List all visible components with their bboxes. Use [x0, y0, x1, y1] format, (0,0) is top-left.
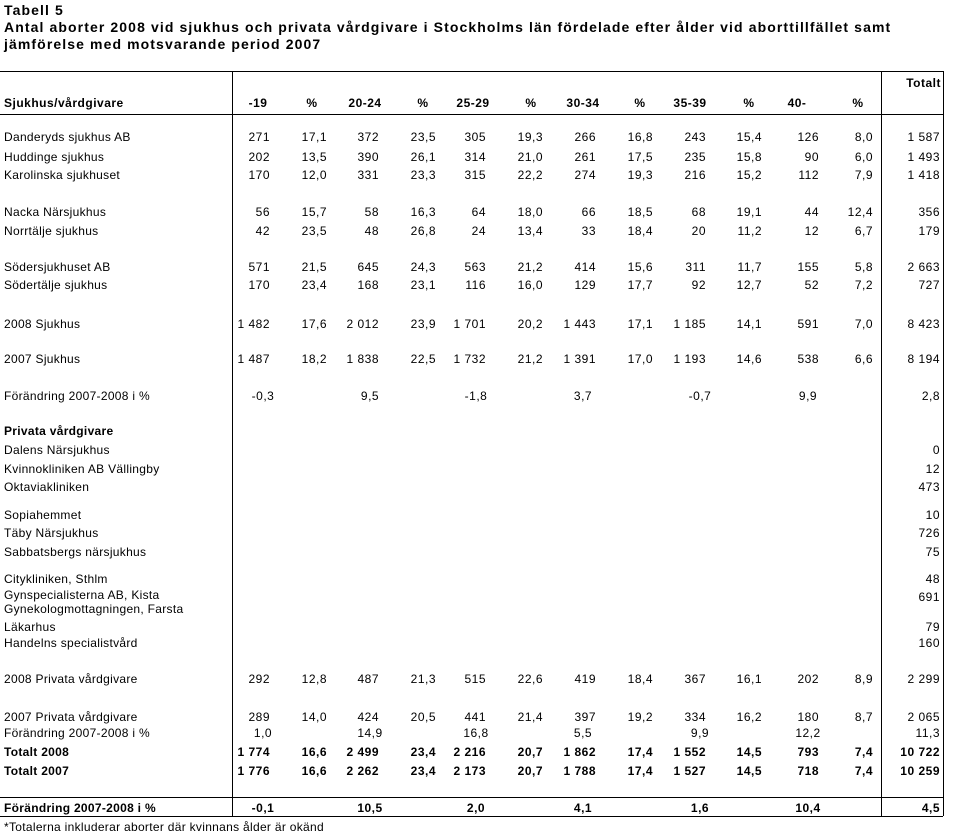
- hospital-row-cell: 21,2: [517, 260, 543, 274]
- header-col-6: 30-34: [566, 96, 600, 110]
- private-2007-row-cell: 289: [248, 710, 270, 724]
- private-2008-row-label: 2008 Privata vårdgivare: [4, 672, 138, 686]
- header-col-4: 25-29: [456, 96, 490, 110]
- hospital-row-cell: 331: [357, 168, 379, 182]
- private-2007-row-cell: 14,0: [301, 710, 327, 724]
- hospital-row-cell: 1 493: [907, 150, 940, 164]
- hospital-row-label: Huddinge sjukhus: [4, 150, 105, 164]
- hospital-row-cell: 13,4: [517, 224, 543, 238]
- hospital-row-cell: 18,0: [517, 205, 543, 219]
- hospital-row-cell: 2 012: [346, 317, 379, 331]
- private-provider-total: 79: [925, 620, 940, 634]
- hospital-row-cell: 116: [465, 278, 486, 292]
- header-col-9: %: [743, 96, 755, 110]
- hospital-row-cell: 23,3: [410, 168, 436, 182]
- hospital-row-label: Norrtälje sjukhus: [4, 224, 99, 238]
- hospital-row-cell: 1 701: [453, 317, 486, 331]
- hospital-row-cell: 7,9: [854, 168, 873, 182]
- hospital-row-cell: 314: [464, 150, 486, 164]
- hospital-row-cell: 1 193: [673, 352, 706, 366]
- private-provider-label: Sopiahemmet: [4, 508, 82, 522]
- hospital-row-label: Södersjukhuset AB: [4, 260, 111, 274]
- footnote: *Totalerna inkluderar aborter där kvinnans ålder är okänd: [4, 820, 324, 834]
- hospital-row-label: Danderyds sjukhus AB: [4, 130, 131, 144]
- hospital-row-cell: 16,0: [517, 278, 543, 292]
- hospital-row-cell: 17,5: [627, 150, 653, 164]
- hospital-row-cell: 15,7: [301, 205, 327, 219]
- hospital-row-cell: 15,6: [627, 260, 653, 274]
- hospital-row-cell: 18,2: [301, 352, 327, 366]
- hospital-row-cell: 243: [684, 130, 706, 144]
- total-2007-row-cell: 1 788: [563, 764, 596, 778]
- total-2008-row-cell: 2 499: [346, 745, 379, 759]
- total-2008-row-cell: 1 552: [673, 745, 706, 759]
- hospital-row-cell: 6,7: [854, 224, 873, 238]
- total-2007-row-cell: 1 527: [673, 764, 706, 778]
- total-2007-row-cell: 14,5: [736, 764, 762, 778]
- hospital-row-cell: 266: [574, 130, 596, 144]
- hospital-row-cell: 8 423: [907, 317, 940, 331]
- page-title: Antal aborter 2008 vid sjukhus och privata vårdgivare i Stockholms län fördelade efter ålder vid aborttillfället samt: [4, 19, 892, 35]
- private-2007-row-cell: 424: [357, 710, 379, 724]
- total-2008-row-cell: 14,5: [736, 745, 762, 759]
- hospital-row-cell: 23,1: [410, 278, 436, 292]
- hospital-row-cell: 12,7: [736, 278, 762, 292]
- hospital-row-cell: 5,8: [854, 260, 873, 274]
- hospital-row-cell: 17,1: [301, 130, 327, 144]
- hospital-row-cell: 1 587: [907, 130, 940, 144]
- total-2007-row-cell: 718: [797, 764, 819, 778]
- change-total-row-cell: 10,5: [357, 801, 383, 815]
- hospital-row-cell: 356: [918, 205, 940, 219]
- hospital-row-cell: 179: [918, 224, 940, 238]
- hospital-row-cell: 202: [248, 150, 270, 164]
- hospital-row-cell: 21,5: [301, 260, 327, 274]
- private-provider-total: 75: [925, 545, 940, 559]
- total-2007-row-label: Totalt 2007: [4, 764, 70, 778]
- private-2008-row-cell: 292: [248, 672, 270, 686]
- header-col-0: -19: [248, 96, 268, 110]
- total-2007-row-cell: 23,4: [410, 764, 436, 778]
- total-2008-row-label: Totalt 2008: [4, 745, 70, 759]
- hospital-row-label: Södertälje sjukhus: [4, 278, 108, 292]
- hospital-row-cell: 112: [798, 168, 819, 182]
- table-number: Tabell 5: [4, 2, 64, 18]
- change-private-row-cell: 1,0: [253, 726, 273, 740]
- private-2008-row-cell: 2 299: [907, 672, 940, 686]
- hospital-row-label: Nacka Närsjukhus: [4, 205, 107, 219]
- hospital-row-cell: 15,4: [736, 130, 762, 144]
- private-2007-row-label: 2007 Privata vårdgivare: [4, 710, 138, 724]
- hospital-row-cell: 19,3: [627, 168, 653, 182]
- private-provider-label: Täby Närsjukhus: [4, 526, 99, 540]
- private-2007-row-cell: 19,2: [627, 710, 653, 724]
- table-bottom-rule: [0, 797, 943, 798]
- private-provider-label: Läkarhus: [4, 620, 56, 634]
- hospital-row-cell: 372: [357, 130, 379, 144]
- total-2008-row-cell: 23,4: [410, 745, 436, 759]
- header-col-5: %: [525, 96, 537, 110]
- hospital-row-cell: 168: [357, 278, 379, 292]
- change-private-row-cell: 9,9: [690, 726, 710, 740]
- hospital-row-cell: 68: [691, 205, 706, 219]
- private-provider-total: 48: [925, 572, 940, 586]
- hospital-row-cell: 19,1: [736, 205, 762, 219]
- hospital-row-cell: 271: [248, 130, 270, 144]
- change-total-row-cell: 1,6: [690, 801, 710, 815]
- total-2008-row-cell: 1 774: [237, 745, 270, 759]
- hospital-row-cell: 1 732: [453, 352, 486, 366]
- private-provider-total: 160: [918, 636, 940, 650]
- hospital-row-cell: 129: [574, 278, 596, 292]
- private-provider-label: Gynspecialisterna AB, Kista: [4, 588, 160, 602]
- hospital-row-cell: 7,0: [854, 317, 873, 331]
- private-2007-row-cell: 441: [464, 710, 486, 724]
- hospital-row-cell: 42: [255, 224, 270, 238]
- hospital-row-cell: 390: [357, 150, 379, 164]
- private-provider-label: Dalens Närsjukhus: [4, 443, 110, 457]
- hospital-row-cell: 315: [464, 168, 486, 182]
- hospital-row-cell: 19,3: [517, 130, 543, 144]
- header-col-7: %: [634, 96, 646, 110]
- change-private-row-cell: 14,9: [357, 726, 383, 740]
- private-provider-label: Sabbatsbergs närsjukhus: [4, 545, 147, 559]
- private-2008-row-cell: 202: [797, 672, 819, 686]
- hospital-row-cell: 17,1: [627, 317, 653, 331]
- hospital-row-cell: 414: [574, 260, 596, 274]
- hospital-row-cell: 44: [804, 205, 819, 219]
- hospital-row-cell: 235: [684, 150, 706, 164]
- private-provider-label: Handelns specialistvård: [4, 636, 138, 650]
- change-private-row-cell: 11,3: [915, 726, 940, 740]
- hospital-row-cell: 170: [248, 278, 270, 292]
- hospital-row-label: 2008 Sjukhus: [4, 317, 81, 331]
- hospital-row-cell: 14,6: [736, 352, 762, 366]
- hospital-row-cell: 2 663: [907, 260, 940, 274]
- hospital-row-cell: 1 838: [346, 352, 379, 366]
- header-totalt: Totalt: [906, 76, 941, 90]
- page-subtitle: jämförelse med motsvarande period 2007: [4, 36, 322, 52]
- hospital-row-cell: 1 418: [907, 168, 940, 182]
- col-divider-provider: [232, 71, 233, 816]
- hospital-row-cell: 311: [685, 260, 706, 274]
- hospital-row-cell: 18,5: [627, 205, 653, 219]
- private-heading: Privata vårdgivare: [4, 424, 114, 438]
- hospital-row-cell: 18,4: [627, 224, 653, 238]
- hospital-row-cell: 92: [691, 278, 706, 292]
- hospital-row-cell: 1 443: [563, 317, 596, 331]
- hospital-row-cell: 13,5: [301, 150, 327, 164]
- hospital-row-cell: 261: [574, 150, 596, 164]
- hospital-row-cell: 23,5: [410, 130, 436, 144]
- hospital-row-cell: 15,2: [736, 168, 762, 182]
- change-total-row-cell: 2,0: [466, 801, 486, 815]
- hospital-row-cell: 305: [464, 130, 486, 144]
- change-hospitals-row-cell: 3,7: [573, 389, 593, 403]
- private-provider-label: Citykliniken, Sthlm: [4, 572, 108, 586]
- total-2007-row-cell: 2 262: [346, 764, 379, 778]
- hospital-row-cell: 8 194: [907, 352, 940, 366]
- hospital-row-cell: 56: [255, 205, 270, 219]
- hospital-row-cell: 155: [797, 260, 819, 274]
- total-2008-row-cell: 16,6: [301, 745, 327, 759]
- private-2007-row-cell: 180: [797, 710, 819, 724]
- hospital-row-cell: 58: [364, 205, 379, 219]
- hospital-row-cell: 274: [574, 168, 596, 182]
- change-total-row-cell: 4,1: [573, 801, 593, 815]
- hospital-row-cell: 6,6: [854, 352, 873, 366]
- hospital-row-cell: 21,2: [517, 352, 543, 366]
- hospital-row-cell: 591: [797, 317, 819, 331]
- total-2007-row-cell: 16,6: [301, 764, 327, 778]
- change-hospitals-row-cell: 2,8: [921, 389, 940, 403]
- header-col-11: %: [852, 96, 864, 110]
- change-hospitals-row-cell: 9,9: [798, 389, 818, 403]
- hospital-row-cell: 170: [248, 168, 270, 182]
- private-provider-total: 473: [918, 480, 940, 494]
- hospital-row-cell: 11,2: [737, 224, 762, 238]
- hospital-row-cell: 1 482: [237, 317, 270, 331]
- total-2008-row-cell: 10 722: [900, 745, 940, 759]
- hospital-row-cell: 20,2: [517, 317, 543, 331]
- total-2008-row-cell: 20,7: [517, 745, 543, 759]
- total-2008-row-cell: 793: [797, 745, 819, 759]
- change-private-row-cell: 12,2: [795, 726, 821, 740]
- header-col-10: 40-: [787, 96, 807, 110]
- hospital-row-cell: 216: [684, 168, 706, 182]
- hospital-row-cell: 16,3: [410, 205, 436, 219]
- private-2008-row-cell: 18,4: [627, 672, 653, 686]
- change-hospitals-row-cell: -0,3: [251, 389, 275, 403]
- hospital-row-cell: 23,9: [410, 317, 436, 331]
- private-2008-row-cell: 515: [464, 672, 486, 686]
- hospital-row-cell: 48: [364, 224, 379, 238]
- hospital-row-cell: 90: [804, 150, 819, 164]
- hospital-row-cell: 26,1: [410, 150, 436, 164]
- private-2008-row-cell: 419: [574, 672, 596, 686]
- hospital-row-cell: 17,0: [627, 352, 653, 366]
- private-2007-row-cell: 20,5: [410, 710, 436, 724]
- hospital-row-cell: 23,5: [301, 224, 327, 238]
- total-2008-row-cell: 7,4: [854, 745, 873, 759]
- private-2007-row-cell: 334: [684, 710, 706, 724]
- hospital-row-cell: 17,7: [627, 278, 653, 292]
- header-provider: Sjukhus/vårdgivare: [4, 96, 124, 110]
- private-2007-row-cell: 21,4: [517, 710, 543, 724]
- change-private-row-cell: 16,8: [463, 726, 489, 740]
- change-hospitals-row-cell: -0,7: [688, 389, 712, 403]
- private-2007-row-cell: 8,7: [854, 710, 873, 724]
- total-2007-row-cell: 10 259: [900, 764, 940, 778]
- hospital-row-label: 2007 Sjukhus: [4, 352, 81, 366]
- change-total-row-cell: -0,1: [251, 801, 275, 815]
- hospital-row-cell: 64: [471, 205, 486, 219]
- hospital-row-cell: 52: [804, 278, 819, 292]
- hospital-row-cell: 66: [581, 205, 596, 219]
- hospital-row-cell: 1 391: [563, 352, 596, 366]
- hospital-row-cell: 23,4: [301, 278, 327, 292]
- hospital-row-cell: 21,0: [517, 150, 543, 164]
- hospital-row-cell: 17,6: [301, 317, 327, 331]
- total-2007-row-cell: 1 776: [237, 764, 270, 778]
- change-hospitals-row-cell: -1,8: [464, 389, 488, 403]
- private-provider-total: 12: [925, 462, 940, 476]
- private-2008-row-cell: 16,1: [736, 672, 762, 686]
- private-2008-row-cell: 12,8: [301, 672, 327, 686]
- change-total-row-label: Förändring 2007-2008 i %: [4, 801, 156, 815]
- header-col-3: %: [417, 96, 429, 110]
- private-provider-label: Kvinnokliniken AB Vällingby: [4, 462, 160, 476]
- private-2007-row-cell: 16,2: [736, 710, 762, 724]
- hospital-row-cell: 727: [918, 278, 940, 292]
- table-top-rule: [0, 71, 943, 72]
- hospital-row-cell: 1 185: [673, 317, 706, 331]
- private-2008-row-cell: 487: [357, 672, 379, 686]
- private-provider-label: Oktaviakliniken: [4, 480, 90, 494]
- hospital-row-cell: 12,0: [301, 168, 327, 182]
- private-provider-total: 0: [932, 443, 940, 457]
- private-provider-label: Gynekologmottagningen, Farsta: [4, 602, 184, 616]
- hospital-row-cell: 571: [248, 260, 270, 274]
- hospital-row-cell: 645: [357, 260, 379, 274]
- private-2007-row-cell: 397: [574, 710, 596, 724]
- private-provider-total: 10: [925, 508, 940, 522]
- hospital-row-cell: 12,4: [847, 205, 873, 219]
- hospital-row-cell: 563: [464, 260, 486, 274]
- total-2007-row-cell: 17,4: [627, 764, 653, 778]
- header-col-2: 20-24: [348, 96, 382, 110]
- hospital-row-cell: 7,2: [854, 278, 873, 292]
- hospital-row-cell: 12: [804, 224, 819, 238]
- hospital-row-cell: 6,0: [854, 150, 873, 164]
- change-private-row-label: Förändring 2007-2008 i %: [4, 726, 150, 740]
- change-hospitals-row-label: Förändring 2007-2008 i %: [4, 389, 150, 403]
- total-2008-row-cell: 1 862: [563, 745, 596, 759]
- hospital-row-cell: 24: [471, 224, 486, 238]
- hospital-row-cell: 538: [797, 352, 819, 366]
- header-col-1: %: [306, 96, 318, 110]
- change-private-row-cell: 5,5: [573, 726, 593, 740]
- hospital-row-label: Karolinska sjukhuset: [4, 168, 121, 182]
- change-total-row-cell: 10,4: [795, 801, 821, 815]
- table-right-border: [943, 71, 944, 816]
- change-hospitals-row-cell: 9,5: [360, 389, 380, 403]
- hospital-row-cell: 22,5: [410, 352, 436, 366]
- hospital-row-cell: 26,8: [410, 224, 436, 238]
- total-2007-row-cell: 2 173: [453, 764, 486, 778]
- hospital-row-cell: 15,8: [736, 150, 762, 164]
- private-2008-row-cell: 8,9: [854, 672, 873, 686]
- hospital-row-cell: 126: [797, 130, 819, 144]
- hospital-row-cell: 14,1: [736, 317, 762, 331]
- total-2007-row-cell: 7,4: [854, 764, 873, 778]
- hospital-row-cell: 22,2: [517, 168, 543, 182]
- private-2008-row-cell: 367: [684, 672, 706, 686]
- hospital-row-cell: 11,7: [737, 260, 762, 274]
- change-total-row-cell: 4,5: [921, 801, 940, 815]
- total-2008-row-cell: 17,4: [627, 745, 653, 759]
- hospital-row-cell: 16,8: [627, 130, 653, 144]
- private-provider-total: 726: [918, 526, 940, 540]
- private-provider-total: 691: [918, 590, 940, 604]
- total-2007-row-cell: 20,7: [517, 764, 543, 778]
- hospital-row-cell: 1 487: [237, 352, 270, 366]
- hospital-row-cell: 33: [581, 224, 596, 238]
- hospital-row-cell: 24,3: [410, 260, 436, 274]
- hospital-row-cell: 8,0: [854, 130, 873, 144]
- header-col-8: 35-39: [673, 96, 707, 110]
- private-2007-row-cell: 2 065: [907, 710, 940, 724]
- private-2008-row-cell: 21,3: [410, 672, 436, 686]
- footer-rule: [0, 816, 943, 817]
- hospital-row-cell: 20: [691, 224, 706, 238]
- total-2008-row-cell: 2 216: [453, 745, 486, 759]
- private-2008-row-cell: 22,6: [517, 672, 543, 686]
- header-bottom-rule: [0, 114, 943, 115]
